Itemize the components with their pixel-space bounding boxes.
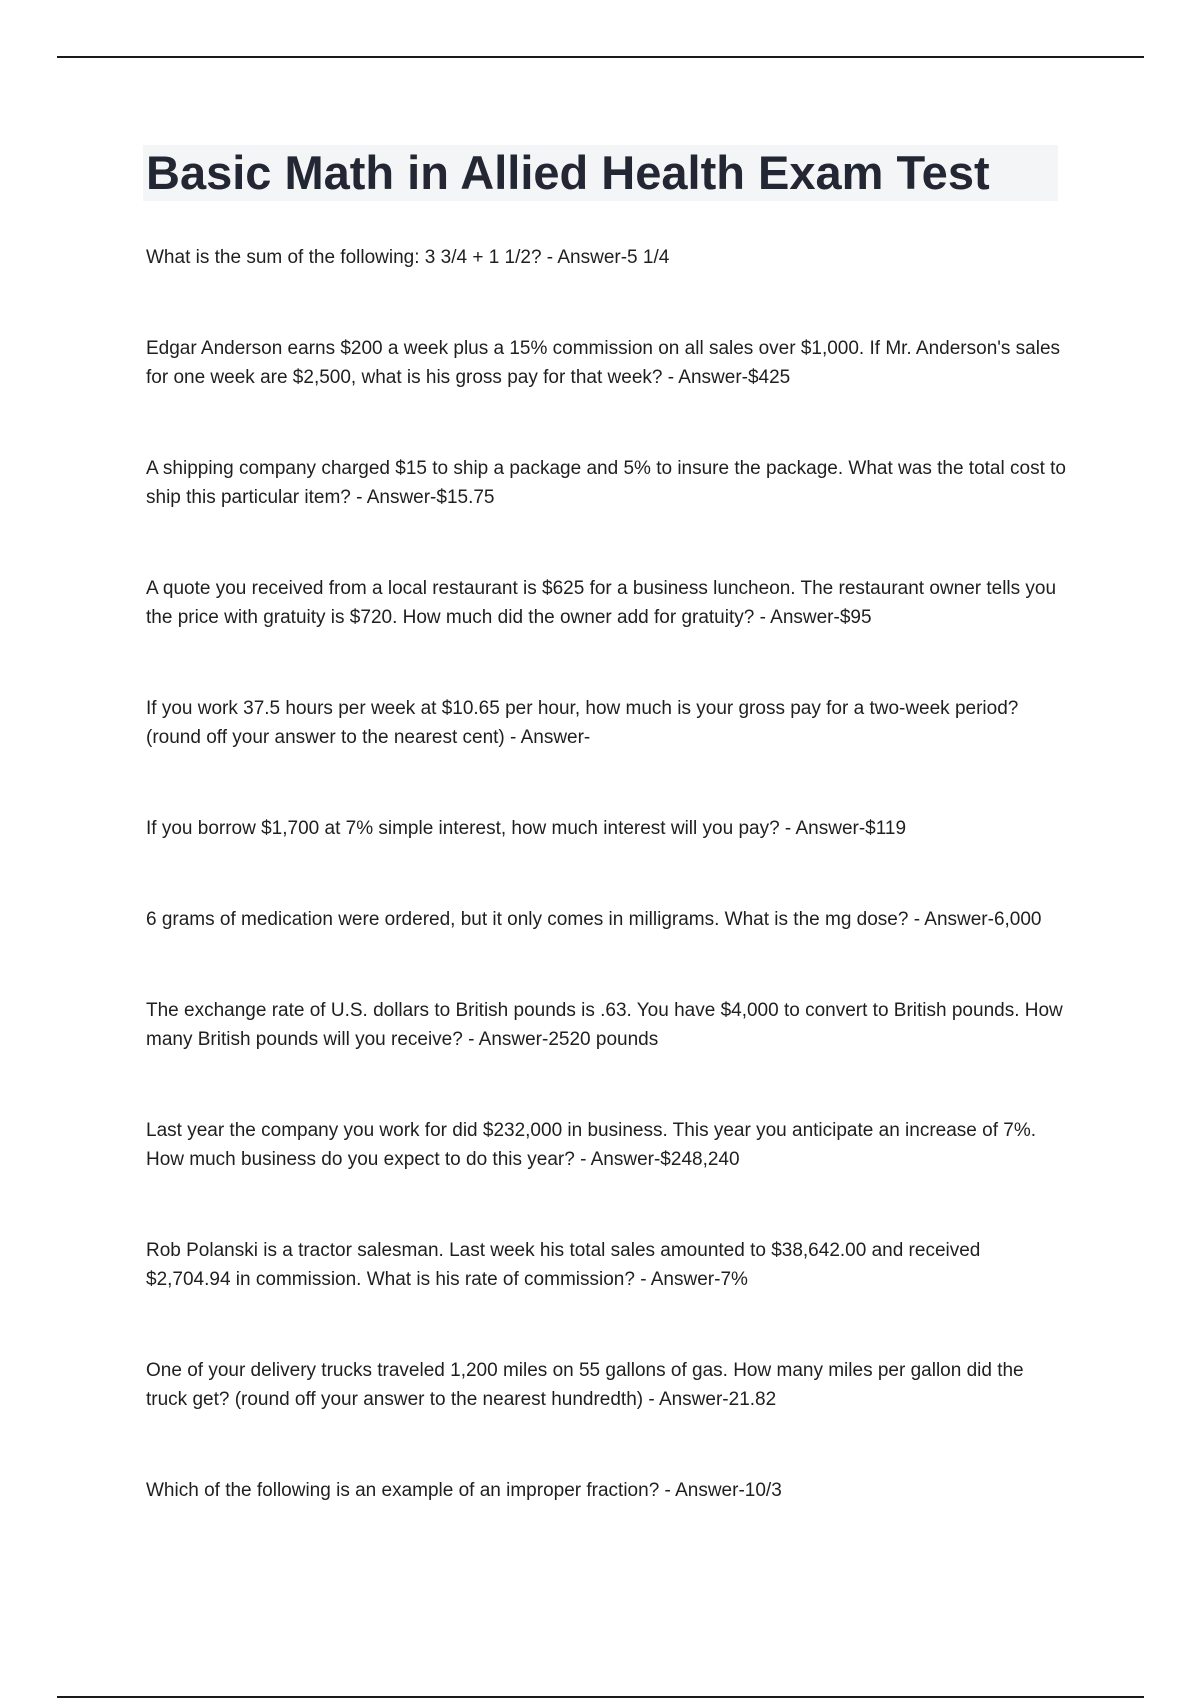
question-item-10: Rob Polanski is a tractor salesman. Last week his total sales amounted to $38,642.00 and received $2,704.94 in commission. What is his rate of commission? - Answer-7% — [146, 1240, 981, 1290]
question-item-11: One of your delivery trucks traveled 1,200 miles on 55 gallons of gas. How many miles per gallon did the truck get? (round off your answer to the nearest hundredth) - Answer-21.82 — [146, 1360, 1024, 1410]
question-item-6: If you borrow $1,700 at 7% simple interest, how much interest will you pay? - Answer-$119 — [146, 818, 907, 839]
question-item-4: A quote you received from a local restaurant is $625 for a business luncheon. The restaurant owner tells you the price with gratuity is $720. How much did the owner add for gratuity? - Answer-$95 — [146, 578, 1057, 628]
question-list — [146, 243, 1066, 1505]
bottom-divider — [57, 1696, 1144, 1698]
question-item-2: Edgar Anderson earns $200 a week plus a 15% commission on all sales over $1,000. If Mr. Anderson's sales for one week are $2,500, what is his gross pay for that week? - Answer-$425 — [146, 338, 1061, 388]
question-item-12: Which of the following is an example of an improper fraction? - Answer-10/3 — [146, 1480, 782, 1501]
question-item-9: Last year the company you work for did $232,000 in business. This year you anticipate an increase of 7%. How much business do you expect to do this year? - Answer-$248,240 — [146, 1120, 1036, 1170]
question-item-1: What is the sum of the following: 3 3/4 + 1 1/2? - Answer-5 1/4 — [146, 247, 670, 268]
document-title: Basic Math in Allied Health Exam Test — [146, 146, 990, 199]
question-item-8: The exchange rate of U.S. dollars to British pounds is .63. You have $4,000 to convert to British pounds. How many British pounds will you receive? - Answer-2520 pounds — [146, 1000, 1063, 1050]
question-item-7: 6 grams of medication were ordered, but it only comes in milligrams. What is the mg dose? - Answer-6,000 — [146, 909, 1042, 930]
top-divider — [57, 56, 1144, 58]
question-item-3: A shipping company charged $15 to ship a package and 5% to insure the package. What was the total cost to ship this particular item? - Answer-$15.75 — [146, 458, 1066, 508]
question-item-5: If you work 37.5 hours per week at $10.65 per hour, how much is your gross pay for a two-week period? (round off your answer to the nearest cent) - Answer- — [146, 698, 1019, 748]
